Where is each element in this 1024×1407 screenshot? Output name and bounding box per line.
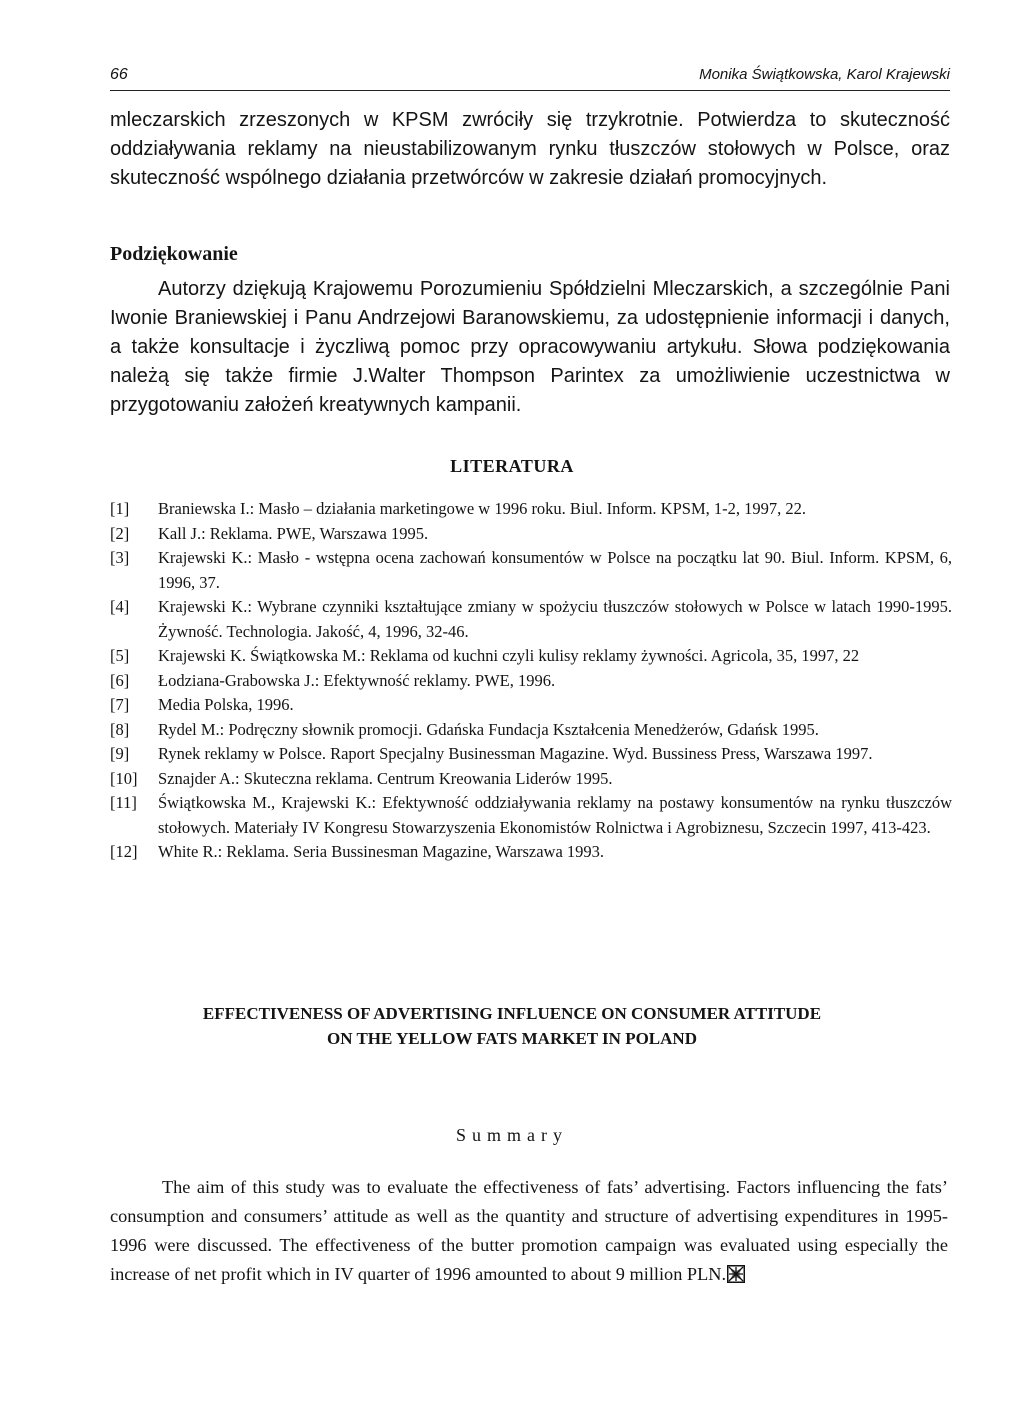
reference-text: Sznajder A.: Skuteczna reklama. Centrum Kreowania Liderów 1995.	[158, 768, 613, 788]
summary-text: The aim of this study was to evaluate the effectiveness of fats’ advertising. Factors influencing the fats’ consumption and consumers’ attitude as well as the quantity and structure of advertising expenditures in 1995-1996 were discussed. The effectiveness of the butter promotion campaign was evaluated using especially the increase of net profit which in IV quarter of 1996 amounted to about 9 million PLN.	[110, 1177, 948, 1284]
reference-text: Krajewski K.: Masło - wstępna ocena zachowań konsumentów w Polsce na początku lat 90. Biul. Inform. KPSM, 6, 1996, 37.	[158, 548, 952, 592]
reference-item	[110, 693, 952, 718]
english-title-line-1: EFFECTIVENESS OF ADVERTISING INFLUENCE ON CONSUMER ATTITUDE	[202, 1004, 822, 1023]
reference-number: [3]	[110, 548, 130, 567]
reference-number: [8]	[110, 719, 130, 739]
reference-number: [2]	[110, 523, 130, 543]
reference-text: Rydel M.: Podręczny słownik promocji. Gdańska Fundacja Kształcenia Menedżerów, Gdańsk 1995.	[158, 719, 819, 739]
reference-number: [5]	[110, 646, 130, 665]
reference-item	[110, 718, 952, 743]
english-title-line-2: ON THE YELLOW FATS MARKET IN POLAND	[327, 1029, 697, 1048]
reference-text: Kall J.: Reklama. PWE, Warszawa 1995.	[158, 523, 429, 543]
english-title	[0, 1001, 1024, 1051]
reference-item	[110, 595, 952, 644]
acknowledgement-heading: Podziękowanie	[110, 243, 238, 265]
continuation-paragraph: mleczarskich zrzeszonych w KPSM zwróciły się trzykrotnie. Potwierdza to skuteczność oddziaływania reklamy na nieustabilizowanym rynku tłuszczów stołowych w Polsce, oraz skuteczność wspólnego działania przetwórców w zakresie działań promocyjnych.	[110, 109, 950, 189]
reference-item	[110, 669, 952, 694]
reference-text: White R.: Reklama. Seria Bussinesman Magazine, Warszawa 1993.	[158, 842, 605, 861]
reference-item	[110, 767, 952, 792]
running-header-authors: Monika Świątkowska, Karol Krajewski	[699, 66, 950, 83]
reference-item	[110, 742, 952, 767]
summary-paragraph	[110, 1173, 948, 1289]
reference-text: Braniewska I.: Masło – działania marketingowe w 1996 roku. Biul. Inform. KPSM, 1-2, 1997, 22.	[158, 499, 806, 518]
reference-number: [6]	[110, 670, 130, 690]
reference-number: [4]	[110, 597, 130, 616]
reference-text: Krajewski K. Świątkowska M.: Reklama od kuchni czyli kulisy reklamy żywności. Agricola, 35, 1997, 22	[158, 646, 860, 665]
reference-list	[110, 497, 952, 865]
reference-number: [11]	[110, 793, 137, 812]
reference-item	[110, 546, 952, 595]
page-number: 66	[110, 66, 128, 83]
reference-item	[110, 644, 952, 669]
reference-text: Łodziana-Grabowska J.: Efektywność reklamy. PWE, 1996.	[158, 670, 556, 690]
reference-number: [10]	[110, 768, 138, 788]
reference-text: Świątkowska M., Krajewski K.: Efektywność oddziaływania reklamy na postawy konsumentów na rynku tłuszczów stołowych. Materiały IV Kongresu Stowarzyszenia Ekonomistów Rolnictwa i Agrobiznesu, Szczecin 1997, 413-423.	[158, 793, 952, 837]
summary-heading: Summary	[456, 1125, 568, 1145]
literature-heading: LITERATURA	[450, 456, 574, 476]
reference-number: [1]	[110, 499, 130, 518]
running-header	[110, 66, 950, 91]
reference-number: [9]	[110, 744, 130, 763]
reference-text: Rynek reklamy w Polsce. Raport Specjalny Businessman Magazine. Wyd. Bussiness Press, Warszawa 1997.	[158, 744, 873, 763]
acknowledgement-paragraph: Autorzy dziękują Krajowemu Porozumieniu Spółdzielni Mleczarskich, a szczególnie Pani Iwonie Braniewskiej i Panu Andrzejowi Baranowskiemu, za udostępnienie informacji i danych, a także konsultacje i życzliwą pomoc przy opracowywaniu artykułu. Słowa podziękowania należą się także firmie J.Walter Thompson Parintex za umożliwienie uczestnictwa w przygotowaniu założeń kreatywnych kampanii.	[110, 278, 950, 416]
reference-item	[110, 840, 952, 865]
reference-number: [12]	[110, 842, 138, 861]
reference-text: Media Polska, 1996.	[158, 695, 294, 714]
reference-number: [7]	[110, 695, 130, 714]
reference-text: Krajewski K.: Wybrane czynniki kształtujące zmiany w spożyciu tłuszczów stołowych w Polsce w latach 1990-1995. Żywność. Technologia. Jakość, 4, 1996, 32-46.	[158, 597, 952, 641]
reference-item	[110, 497, 952, 522]
reference-item	[110, 522, 952, 547]
reference-item	[110, 791, 952, 840]
end-of-article-mark-icon	[727, 1265, 745, 1283]
